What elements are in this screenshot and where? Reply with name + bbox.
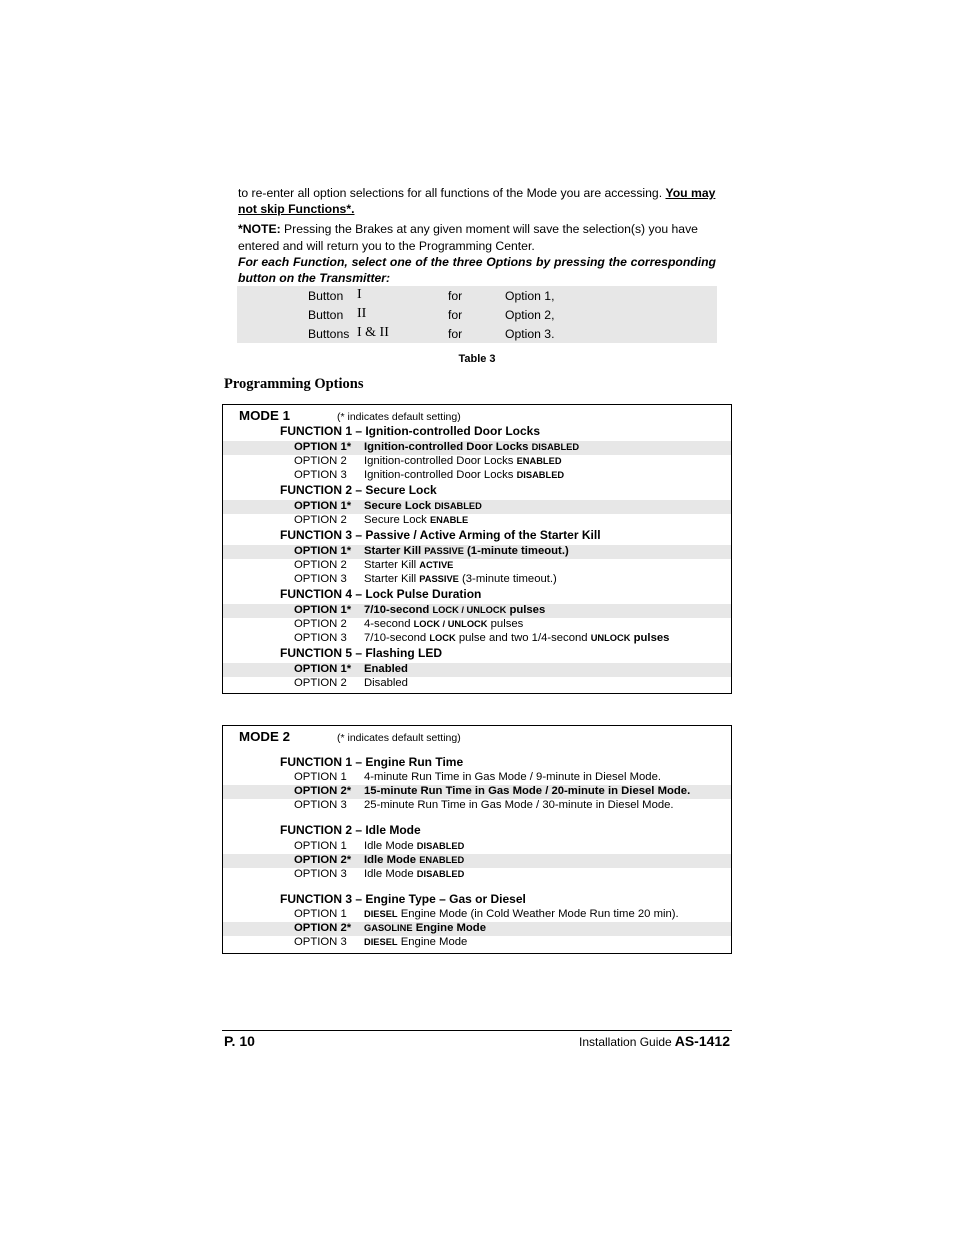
button-row: Buttons I & II for Option 3.: [308, 325, 555, 341]
default-note: (* indicates default setting): [337, 732, 461, 744]
option-row: OPTION 1 4-minute Run Time in Gas Mode / 9-minute in Diesel Mode.: [294, 771, 661, 783]
function-title: FUNCTION 3 – Passive / Active Arming of the Starter Kill: [280, 528, 601, 542]
function-title: FUNCTION 5 – Flashing LED: [280, 646, 443, 660]
option-row: OPTION 2 4-second LOCK / UNLOCK pulses: [294, 618, 524, 630]
option-row: OPTION 2 Disabled: [294, 677, 408, 689]
instruction-paragraph: For each Function, select one of the three Options by pressing the corresponding button on the Transmitter:: [238, 254, 716, 286]
default-note: (* indicates default setting): [337, 411, 461, 423]
button-row: Button II for Option 2,: [308, 306, 555, 322]
mode1-header: [239, 408, 461, 423]
function-title: FUNCTION 3 – Engine Type – Gas or Diesel: [280, 892, 526, 906]
section-title: Programming Options: [224, 376, 364, 392]
option-row: OPTION 3 DIESEL Engine Mode: [294, 936, 468, 948]
option-row: OPTION 3 Idle Mode DISABLED: [294, 868, 465, 880]
option-row-default: OPTION 2* GASOLINE Engine Mode: [223, 922, 731, 936]
mode2-table: [222, 725, 732, 954]
option-row-default: OPTION 2* 15-minute Run Time in Gas Mode / 20-minute in Diesel Mode.: [223, 785, 731, 799]
button-row: Button I for Option 1,: [308, 287, 555, 303]
option-row: OPTION 2 Secure Lock ENABLE: [294, 514, 469, 526]
option-row: OPTION 2 Ignition-controlled Door Locks ENABLED: [294, 455, 562, 467]
footer-divider: [222, 1030, 732, 1031]
option-row: OPTION 1 Idle Mode DISABLED: [294, 840, 465, 852]
function-title: FUNCTION 2 – Idle Mode: [280, 823, 421, 837]
table-caption: Table 3: [458, 353, 496, 365]
mode2-title: MODE 2: [239, 729, 290, 744]
model-number: AS-1412: [674, 1033, 730, 1049]
button-both-symbol: I & II: [357, 325, 389, 340]
option-row-default: OPTION 1* Ignition-controlled Door Locks DISABLED: [223, 441, 731, 455]
button-option-table: [237, 286, 717, 343]
note-label: *NOTE:: [238, 222, 281, 237]
button-one-symbol: I: [357, 287, 362, 302]
function-title: FUNCTION 4 – Lock Pulse Duration: [280, 587, 482, 601]
option-row: OPTION 3 Starter Kill PASSIVE (3-minute timeout.): [294, 573, 557, 585]
note-paragraph: *NOTE: Pressing the Brakes at any given moment will save the selection(s) you have entered and will return you to the Programming Center.: [238, 222, 698, 253]
option-row-default: OPTION 2* Idle Mode ENABLED: [223, 854, 731, 868]
function-title: FUNCTION 1 – Ignition-controlled Door Locks: [280, 424, 541, 438]
mode2-header: [239, 729, 461, 744]
option-row: OPTION 3 7/10-second LOCK pulse and two 1/4-second UNLOCK pulses: [294, 632, 670, 644]
option-row: OPTION 2 Starter Kill ACTIVE: [294, 559, 454, 571]
intro-paragraph: to re-enter all option selections for all functions of the Mode you are accessing. You may not skip Functions*.: [238, 186, 716, 217]
button-two-symbol: II: [357, 306, 367, 321]
option-row-default: OPTION 1* Secure Lock DISABLED: [223, 500, 731, 514]
guide-title: Installation Guide AS-1412: [579, 1033, 730, 1049]
option-row: OPTION 3 Ignition-controlled Door Locks DISABLED: [294, 469, 565, 481]
option-row: OPTION 1 DIESEL Engine Mode (in Cold Weather Mode Run time 20 min).: [294, 908, 679, 920]
mode1-title: MODE 1: [239, 408, 290, 423]
mode1-table: [222, 404, 732, 694]
page-number: P. 10: [224, 1033, 255, 1049]
skip-warning: You may not skip Functions*.: [238, 186, 716, 217]
function-title: FUNCTION 2 – Secure Lock: [280, 483, 437, 497]
option-row-default: OPTION 1* 7/10-second LOCK / UNLOCK pulses: [223, 604, 731, 618]
option-row-default: OPTION 1* Enabled: [223, 663, 731, 677]
option-row: OPTION 3 25-minute Run Time in Gas Mode / 30-minute in Diesel Mode.: [294, 799, 674, 811]
function-title: FUNCTION 1 – Engine Run Time: [280, 755, 464, 769]
option-row-default: OPTION 1* Starter Kill PASSIVE (1-minute timeout.): [223, 545, 731, 559]
intro-text: [238, 185, 716, 286]
